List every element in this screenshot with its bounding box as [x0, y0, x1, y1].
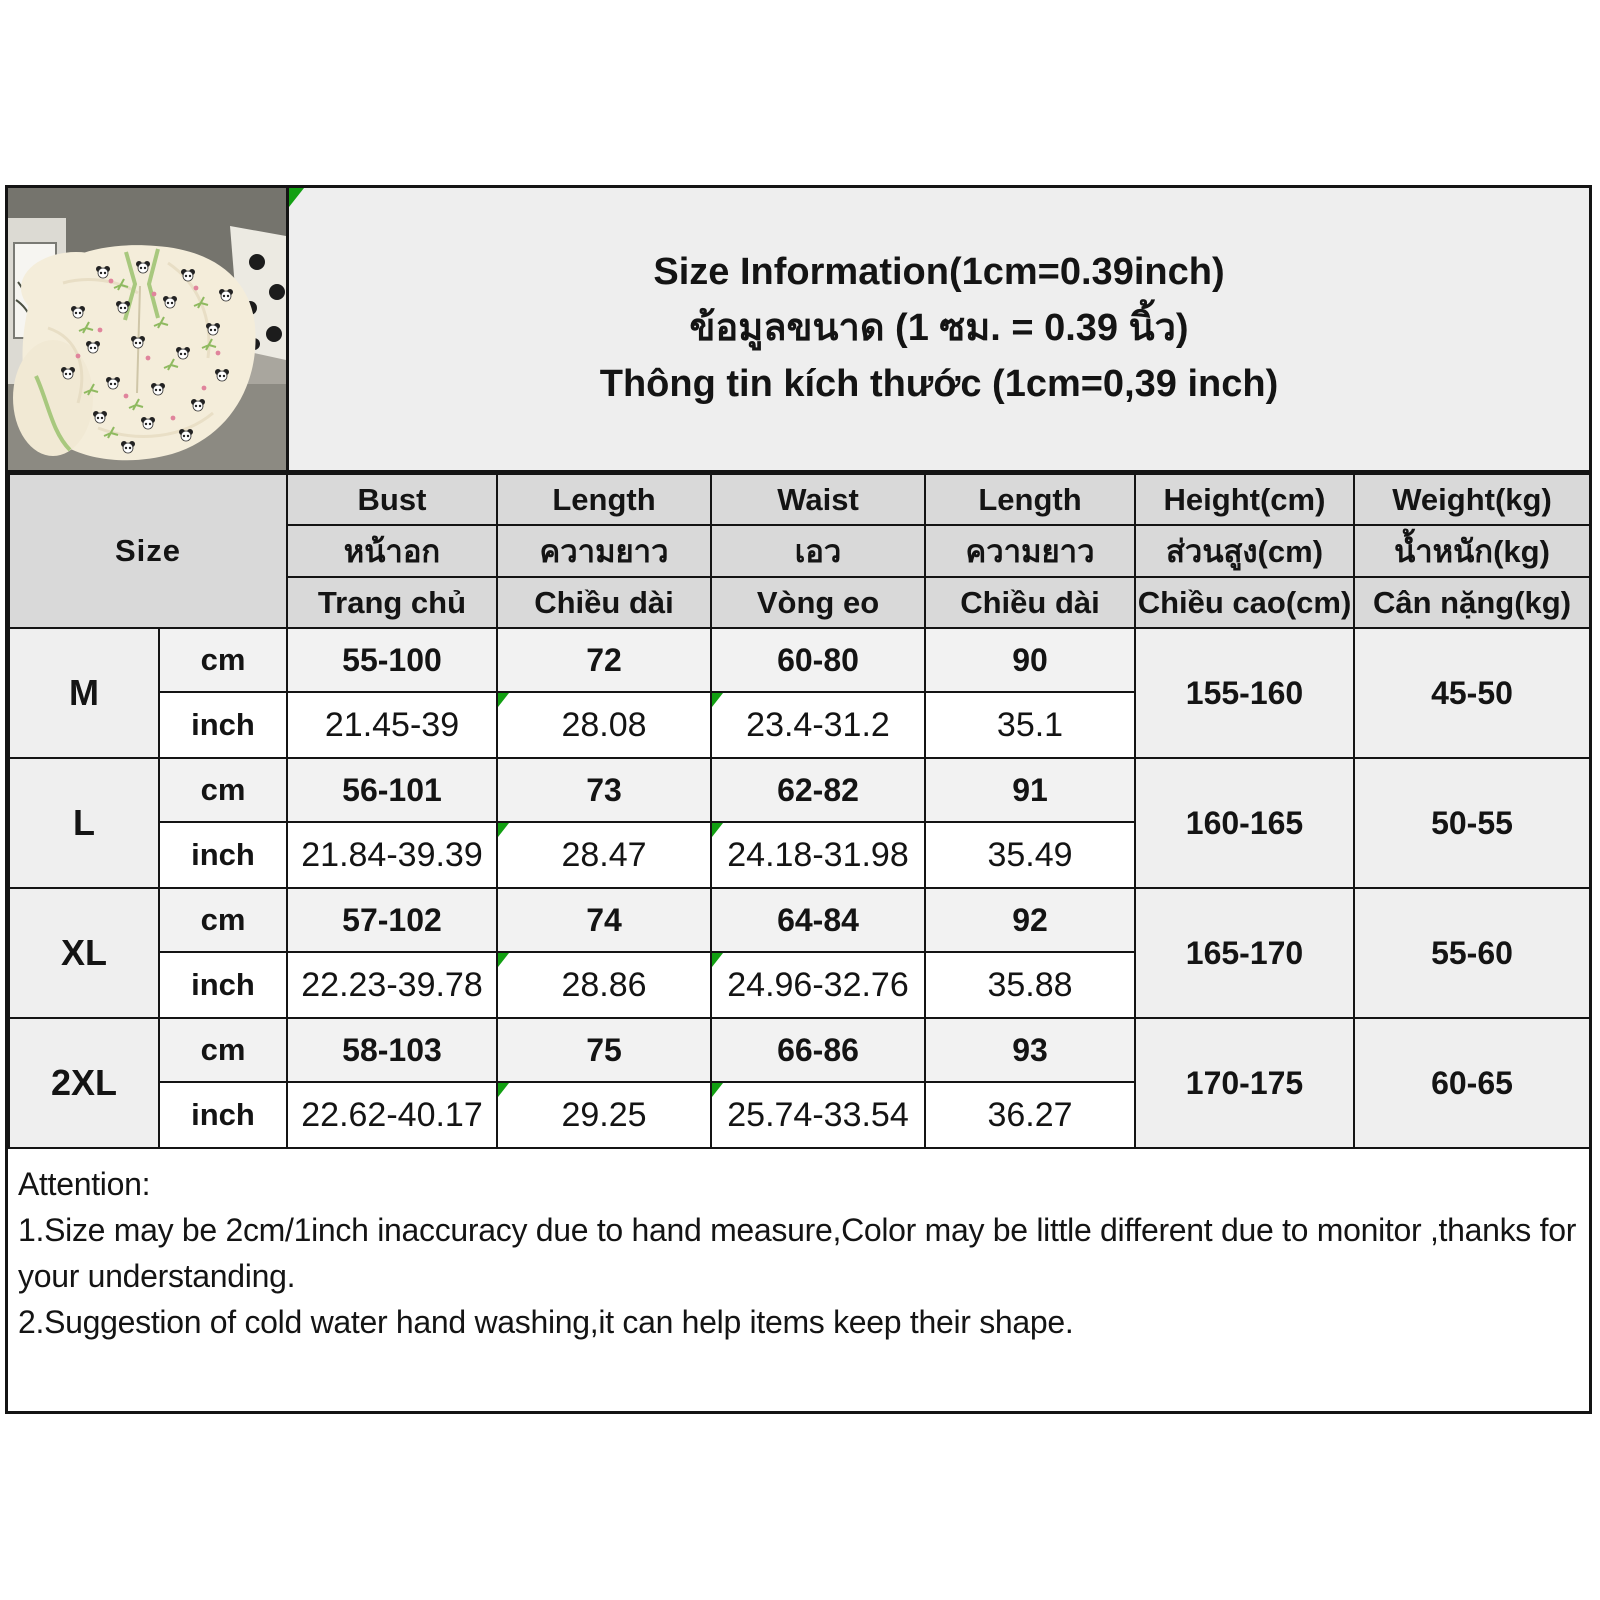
unit-inch: inch: [159, 1082, 287, 1148]
row-xl-cm: [9, 888, 1590, 952]
2xl-inch-waist: 25.74-33.54: [711, 1082, 925, 1148]
size-header-cell: Size: [9, 474, 287, 628]
attention-note-1: 1.Size may be 2cm/1inch inaccuracy due to hand measure,Color may be little different due to monitor ,thanks for your understanding.: [18, 1212, 1577, 1294]
l-cm-length: 73: [497, 758, 711, 822]
unit-inch: inch: [159, 822, 287, 888]
size-table: [8, 473, 1591, 1149]
2xl-weight: 60-65: [1354, 1018, 1590, 1148]
l-weight: 50-55: [1354, 758, 1590, 888]
unit-cm: cm: [159, 758, 287, 822]
m-inch-length2: 35.1: [925, 692, 1135, 758]
2xl-cm-length2: 93: [925, 1018, 1135, 1082]
col-bust-en: Bust: [287, 474, 497, 525]
xl-inch-length2: 35.88: [925, 952, 1135, 1018]
m-height: 155-160: [1135, 628, 1354, 758]
green-corner-marker-icon: [712, 953, 723, 967]
2xl-inch-length: 29.25: [497, 1082, 711, 1148]
col-waist-en: Waist: [711, 474, 925, 525]
green-corner-marker-icon: [712, 693, 723, 707]
xl-inch-waist: 24.96-32.76: [711, 952, 925, 1018]
size-2xl: 2XL: [9, 1018, 159, 1148]
size-m: M: [9, 628, 159, 758]
unit-inch: inch: [159, 952, 287, 1018]
l-cm-waist: 62-82: [711, 758, 925, 822]
m-inch-waist: 23.4-31.2: [711, 692, 925, 758]
xl-weight: 55-60: [1354, 888, 1590, 1018]
size-chart-panel: [5, 185, 1592, 1414]
size-l: L: [9, 758, 159, 888]
2xl-cm-waist: 66-86: [711, 1018, 925, 1082]
l-cm-length2: 91: [925, 758, 1135, 822]
pajama-photo-illustration: [8, 188, 286, 470]
m-cm-length2: 90: [925, 628, 1135, 692]
product-photo: [8, 188, 289, 470]
green-corner-marker-icon: [712, 823, 723, 837]
col-length-en: Length: [497, 474, 711, 525]
col-length2-th: ความยาว: [925, 525, 1135, 577]
col-weight-th: น้ำหนัก(kg): [1354, 525, 1590, 577]
m-cm-bust: 55-100: [287, 628, 497, 692]
col-length2-vi: Chiều dài: [925, 577, 1135, 628]
size-xl: XL: [9, 888, 159, 1018]
col-bust-vi: Trang chủ: [287, 577, 497, 628]
xl-cm-length: 74: [497, 888, 711, 952]
unit-cm: cm: [159, 888, 287, 952]
l-inch-waist: 24.18-31.98: [711, 822, 925, 888]
size-information-title: [289, 188, 1589, 470]
row-2xl-cm: [9, 1018, 1590, 1082]
2xl-inch-bust: 22.62-40.17: [287, 1082, 497, 1148]
m-cm-waist: 60-80: [711, 628, 925, 692]
header-row-english: [9, 474, 1590, 525]
green-corner-marker-icon: [498, 693, 509, 707]
xl-height: 165-170: [1135, 888, 1354, 1018]
m-cm-length: 72: [497, 628, 711, 692]
xl-inch-bust: 22.23-39.78: [287, 952, 497, 1018]
col-length-vi: Chiều dài: [497, 577, 711, 628]
green-corner-marker-icon: [498, 823, 509, 837]
green-corner-marker-icon: [498, 953, 509, 967]
col-height-vi: Chiều cao(cm): [1135, 577, 1354, 628]
col-height-th: ส่วนสูง(cm): [1135, 525, 1354, 577]
unit-cm: cm: [159, 628, 287, 692]
l-cm-bust: 56-101: [287, 758, 497, 822]
green-corner-marker-icon: [498, 1083, 509, 1097]
l-inch-length: 28.47: [497, 822, 711, 888]
attention-notes: [8, 1149, 1589, 1411]
2xl-cm-length: 75: [497, 1018, 711, 1082]
col-weight-en: Weight(kg): [1354, 474, 1590, 525]
unit-cm: cm: [159, 1018, 287, 1082]
2xl-inch-length2: 36.27: [925, 1082, 1135, 1148]
title-thai: ข้อมูลขนาด (1 ซม. = 0.39 นิ้ว): [689, 307, 1189, 350]
l-inch-length2: 35.49: [925, 822, 1135, 888]
col-waist-th: เอว: [711, 525, 925, 577]
col-waist-vi: Vòng eo: [711, 577, 925, 628]
col-bust-th: หน้าอก: [287, 525, 497, 577]
attention-note-2: 2.Suggestion of cold water hand washing,it can help items keep their shape.: [18, 1304, 1074, 1340]
m-weight: 45-50: [1354, 628, 1590, 758]
col-weight-vi: Cân nặng(kg): [1354, 577, 1590, 628]
header-band: [8, 188, 1589, 473]
xl-cm-waist: 64-84: [711, 888, 925, 952]
m-inch-length: 28.08: [497, 692, 711, 758]
col-height-en: Height(cm): [1135, 474, 1354, 525]
title-vietnamese: Thông tin kích thước (1cm=0,39 inch): [599, 362, 1279, 405]
xl-cm-bust: 57-102: [287, 888, 497, 952]
row-m-cm: [9, 628, 1590, 692]
2xl-height: 170-175: [1135, 1018, 1354, 1148]
col-length-th: ความยาว: [497, 525, 711, 577]
unit-inch: inch: [159, 692, 287, 758]
m-inch-bust: 21.45-39: [287, 692, 497, 758]
l-inch-bust: 21.84-39.39: [287, 822, 497, 888]
attention-heading: Attention:: [18, 1166, 151, 1202]
l-height: 160-165: [1135, 758, 1354, 888]
col-length2-en: Length: [925, 474, 1135, 525]
green-corner-marker-icon: [289, 188, 304, 207]
row-l-cm: [9, 758, 1590, 822]
green-corner-marker-icon: [712, 1083, 723, 1097]
xl-inch-length: 28.86: [497, 952, 711, 1018]
title-english: Size Information(1cm=0.39inch): [653, 251, 1225, 294]
xl-cm-length2: 92: [925, 888, 1135, 952]
2xl-cm-bust: 58-103: [287, 1018, 497, 1082]
